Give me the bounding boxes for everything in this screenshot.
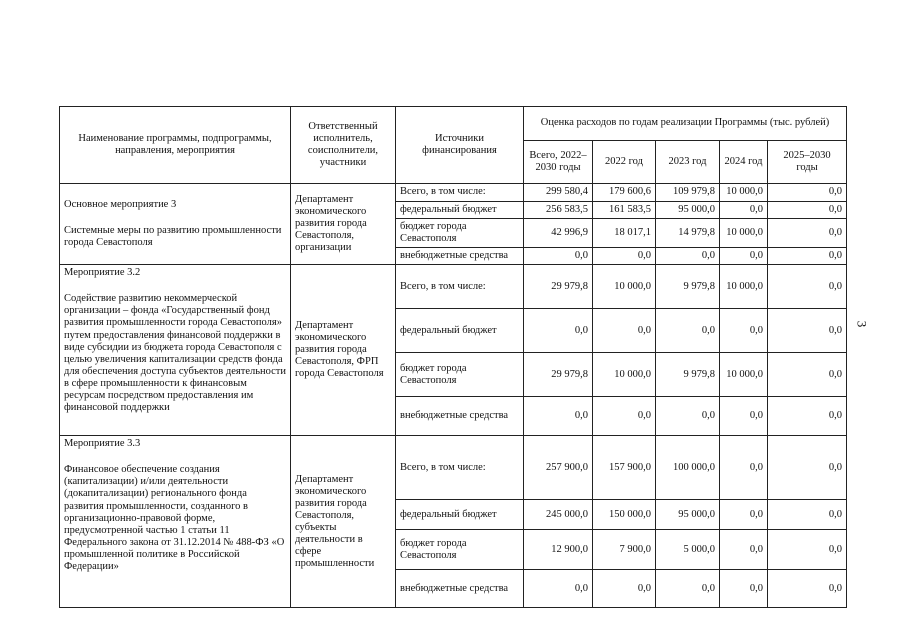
amount-2025-2030: 0,0 — [768, 436, 847, 500]
amount-2022: 161 583,5 — [593, 202, 656, 219]
header-executor: Ответственный исполнитель, соисполнители, участники — [291, 107, 396, 184]
amount-total: 257 900,0 — [524, 436, 593, 500]
financing-table — [59, 106, 847, 608]
measure-title: Содействие развитию некоммерческой организации – фонда «Государственный фонд развития промышленности города Севастополя» путем предоставления финансовой поддержки в виде субсидии из бюджета города Севастополя с целью увеличения капитализации средств фонда для обеспечения доступа субъектов деятельности в сфере промышленности к финансовым ресурсам посредством предоставления им финансовой поддержки — [64, 293, 287, 413]
header-estimate: Оценка расходов по годам реализации Программы (тыс. рублей) — [524, 107, 847, 141]
amount-2023: 5 000,0 — [656, 530, 720, 570]
measure-code: Мероприятие 3.2 — [64, 267, 141, 279]
amount-2024: 10 000,0 — [720, 219, 768, 248]
header-2022: 2022 год — [593, 141, 656, 184]
measure-code: Мероприятие 3.3 — [64, 438, 141, 450]
funding-source: внебюджетные средства — [396, 397, 524, 436]
amount-total: 299 580,4 — [524, 184, 593, 202]
executor-cell: Департамент экономического развития города Севастополя, субъекты деятельности в сфере промышленности — [291, 436, 396, 608]
amount-2022: 0,0 — [593, 309, 656, 353]
amount-2022: 0,0 — [593, 248, 656, 265]
amount-2022: 150 000,0 — [593, 500, 656, 530]
amount-2023: 9 979,8 — [656, 265, 720, 309]
amount-2022: 10 000,0 — [593, 353, 656, 397]
funding-source: федеральный бюджет — [396, 202, 524, 219]
table-body — [60, 184, 847, 608]
funding-source: бюджет города Севастополя — [396, 530, 524, 570]
funding-source: Всего, в том числе: — [396, 265, 524, 309]
amount-2023: 14 979,8 — [656, 219, 720, 248]
header-total: Всего, 2022–2030 годы — [524, 141, 593, 184]
amount-2025-2030: 0,0 — [768, 248, 847, 265]
amount-2024: 0,0 — [720, 570, 768, 608]
amount-2025-2030: 0,0 — [768, 219, 847, 248]
amount-2022: 0,0 — [593, 570, 656, 608]
measure-name-cell — [60, 184, 291, 265]
amount-2024: 0,0 — [720, 248, 768, 265]
spacer — [64, 279, 286, 293]
amount-2022: 10 000,0 — [593, 265, 656, 309]
amount-2023: 100 000,0 — [656, 436, 720, 500]
amount-2023: 95 000,0 — [656, 202, 720, 219]
amount-2022: 7 900,0 — [593, 530, 656, 570]
amount-2025-2030: 0,0 — [768, 530, 847, 570]
amount-total: 0,0 — [524, 570, 593, 608]
table-row — [60, 436, 847, 500]
amount-total: 29 979,8 — [524, 265, 593, 309]
amount-2025-2030: 0,0 — [768, 184, 847, 202]
amount-total: 0,0 — [524, 309, 593, 353]
funding-source: Всего, в том числе: — [396, 184, 524, 202]
executor-cell: Департамент экономического развития города Севастополя, ФРП города Севастополя — [291, 265, 396, 436]
header-sources: Источники финансирования — [396, 107, 524, 184]
measure-code: Основное мероприятие 3 — [64, 199, 177, 211]
amount-2023: 0,0 — [656, 570, 720, 608]
amount-2022: 179 600,6 — [593, 184, 656, 202]
table-row — [60, 184, 847, 202]
amount-2025-2030: 0,0 — [768, 353, 847, 397]
executor-cell: Департамент экономического развития города Севастополя, организации — [291, 184, 396, 265]
header-2024: 2024 год — [720, 141, 768, 184]
amount-total: 42 996,9 — [524, 219, 593, 248]
amount-total: 0,0 — [524, 248, 593, 265]
measure-name-cell — [60, 436, 291, 608]
amount-2024: 0,0 — [720, 202, 768, 219]
amount-2024: 0,0 — [720, 436, 768, 500]
amount-2023: 0,0 — [656, 248, 720, 265]
header-2025-2030: 2025–2030 годы — [768, 141, 847, 184]
amount-2024: 0,0 — [720, 530, 768, 570]
page-number: 3 — [854, 320, 870, 328]
funding-source: федеральный бюджет — [396, 309, 524, 353]
spacer — [64, 211, 286, 225]
measure-title: Системные меры по развитию промышленности города Севастополя — [64, 225, 282, 249]
amount-2024: 10 000,0 — [720, 184, 768, 202]
amount-total: 0,0 — [524, 397, 593, 436]
spacer — [64, 450, 286, 464]
amount-2022: 0,0 — [593, 397, 656, 436]
amount-total: 245 000,0 — [524, 500, 593, 530]
amount-2025-2030: 0,0 — [768, 570, 847, 608]
amount-2024: 10 000,0 — [720, 353, 768, 397]
amount-2025-2030: 0,0 — [768, 500, 847, 530]
amount-2025-2030: 0,0 — [768, 397, 847, 436]
amount-2023: 109 979,8 — [656, 184, 720, 202]
funding-source: Всего, в том числе: — [396, 436, 524, 500]
amount-2024: 10 000,0 — [720, 265, 768, 309]
funding-source: бюджет города Севастополя — [396, 353, 524, 397]
header-name: Наименование программы, подпрограммы, направления, мероприятия — [60, 107, 291, 184]
amount-total: 12 900,0 — [524, 530, 593, 570]
amount-2024: 0,0 — [720, 397, 768, 436]
header-2023: 2023 год — [656, 141, 720, 184]
funding-source: бюджет города Севастополя — [396, 219, 524, 248]
measure-name-cell — [60, 265, 291, 436]
amount-2022: 157 900,0 — [593, 436, 656, 500]
measure-title: Финансовое обеспечение создания (капитализации) и/или деятельности (докапитализации) регионального фонда развития промышленности, созданного в организационно-правовой форме, предусмотренной частью 1 статьи 11 Федерального закона от 31.12.2014 № 488-ФЗ «О промышленной политике в Российской Федерации» — [64, 464, 285, 572]
amount-2025-2030: 0,0 — [768, 202, 847, 219]
amount-2023: 0,0 — [656, 397, 720, 436]
amount-total: 29 979,8 — [524, 353, 593, 397]
amount-total: 256 583,5 — [524, 202, 593, 219]
amount-2023: 95 000,0 — [656, 500, 720, 530]
amount-2023: 0,0 — [656, 309, 720, 353]
funding-source: внебюджетные средства — [396, 248, 524, 265]
amount-2022: 18 017,1 — [593, 219, 656, 248]
amount-2023: 9 979,8 — [656, 353, 720, 397]
funding-source: федеральный бюджет — [396, 500, 524, 530]
amount-2024: 0,0 — [720, 500, 768, 530]
amount-2024: 0,0 — [720, 309, 768, 353]
amount-2025-2030: 0,0 — [768, 309, 847, 353]
amount-2025-2030: 0,0 — [768, 265, 847, 309]
funding-source: внебюджетные средства — [396, 570, 524, 608]
table-row — [60, 265, 847, 309]
